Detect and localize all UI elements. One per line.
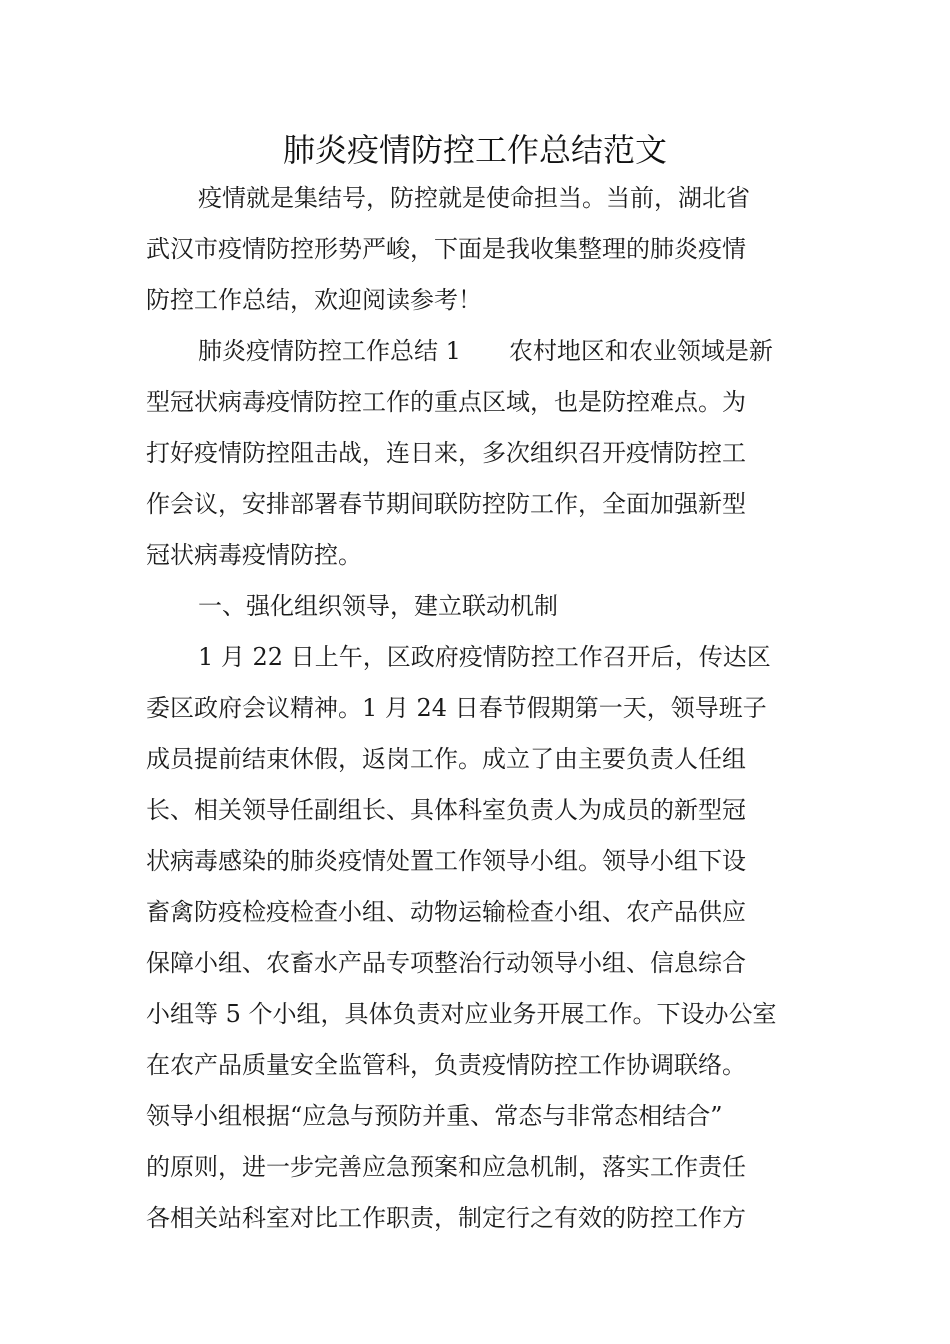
text-line: 各相关站科室对比工作职责，制定行之有效的防控工作方 (146, 1204, 746, 1232)
intro-paragraph (146, 173, 808, 326)
text-line: 成员提前结束休假，返岗工作。成立了由主要负责人任组 (146, 745, 746, 773)
text-line: 在农产品质量安全监管科，负责疫情防控工作协调联络。 (146, 1051, 746, 1079)
text-run: 农村地区和农业领域是新 (508, 337, 773, 365)
summary-1-paragraph (146, 326, 808, 581)
text-line: 长、相关领导任副组长、具体科室负责人为成员的新型冠 (146, 796, 746, 824)
text-line: 打好疫情防控阻击战，连日来，多次组织召开疫情防控工 (146, 439, 746, 467)
text-line: 武汉市疫情防控形势严峻，下面是我收集整理的肺炎疫情 (146, 235, 746, 263)
section-body-paragraph (146, 632, 808, 1244)
text-line: 作会议，安排部署春节期间联防控防工作，全面加强新型 (146, 490, 746, 518)
document-body (146, 173, 808, 1244)
section-heading: 一、强化组织领导，建立联动机制 (198, 592, 558, 620)
text-line: 防控工作总结，欢迎阅读参考！ (146, 286, 482, 314)
text-line: 状病毒感染的肺炎疫情处置工作领导小组。领导小组下设 (146, 847, 746, 875)
text-line: 领导小组根据“应急与预防并重、常态与非常态相结合” (146, 1102, 723, 1130)
section-heading: 肺炎疫情防控工作总结 1 (198, 337, 461, 365)
text-line: 型冠状病毒疫情防控工作的重点区域，也是防控难点。为 (146, 388, 746, 416)
text-line: 冠状病毒疫情防控。 (146, 541, 362, 569)
text-line: 1 月 22 日上午，区政府疫情防控工作召开后，传达区 (198, 643, 771, 671)
text-line: 小组等 5 个小组，具体负责对应业务开展工作。下设办公室 (146, 1000, 777, 1028)
text-line: 疫情就是集结号，防控就是使命担当。当前，湖北省 (198, 184, 750, 212)
text-line: 畜禽防疫检疫检查小组、动物运输检查小组、农产品供应 (146, 898, 746, 926)
section-heading-paragraph (146, 581, 808, 632)
text-line: 保障小组、农畜水产品专项整治行动领导小组、信息综合 (146, 949, 746, 977)
text-line: 委区政府会议精神。1 月 24 日春节假期第一天，领导班子 (146, 694, 767, 722)
text-line: 的原则，进一步完善应急预案和应急机制，落实工作责任 (146, 1153, 746, 1181)
document-title: 肺炎疫情防控工作总结范文 (282, 131, 667, 169)
text-line (146, 326, 808, 377)
